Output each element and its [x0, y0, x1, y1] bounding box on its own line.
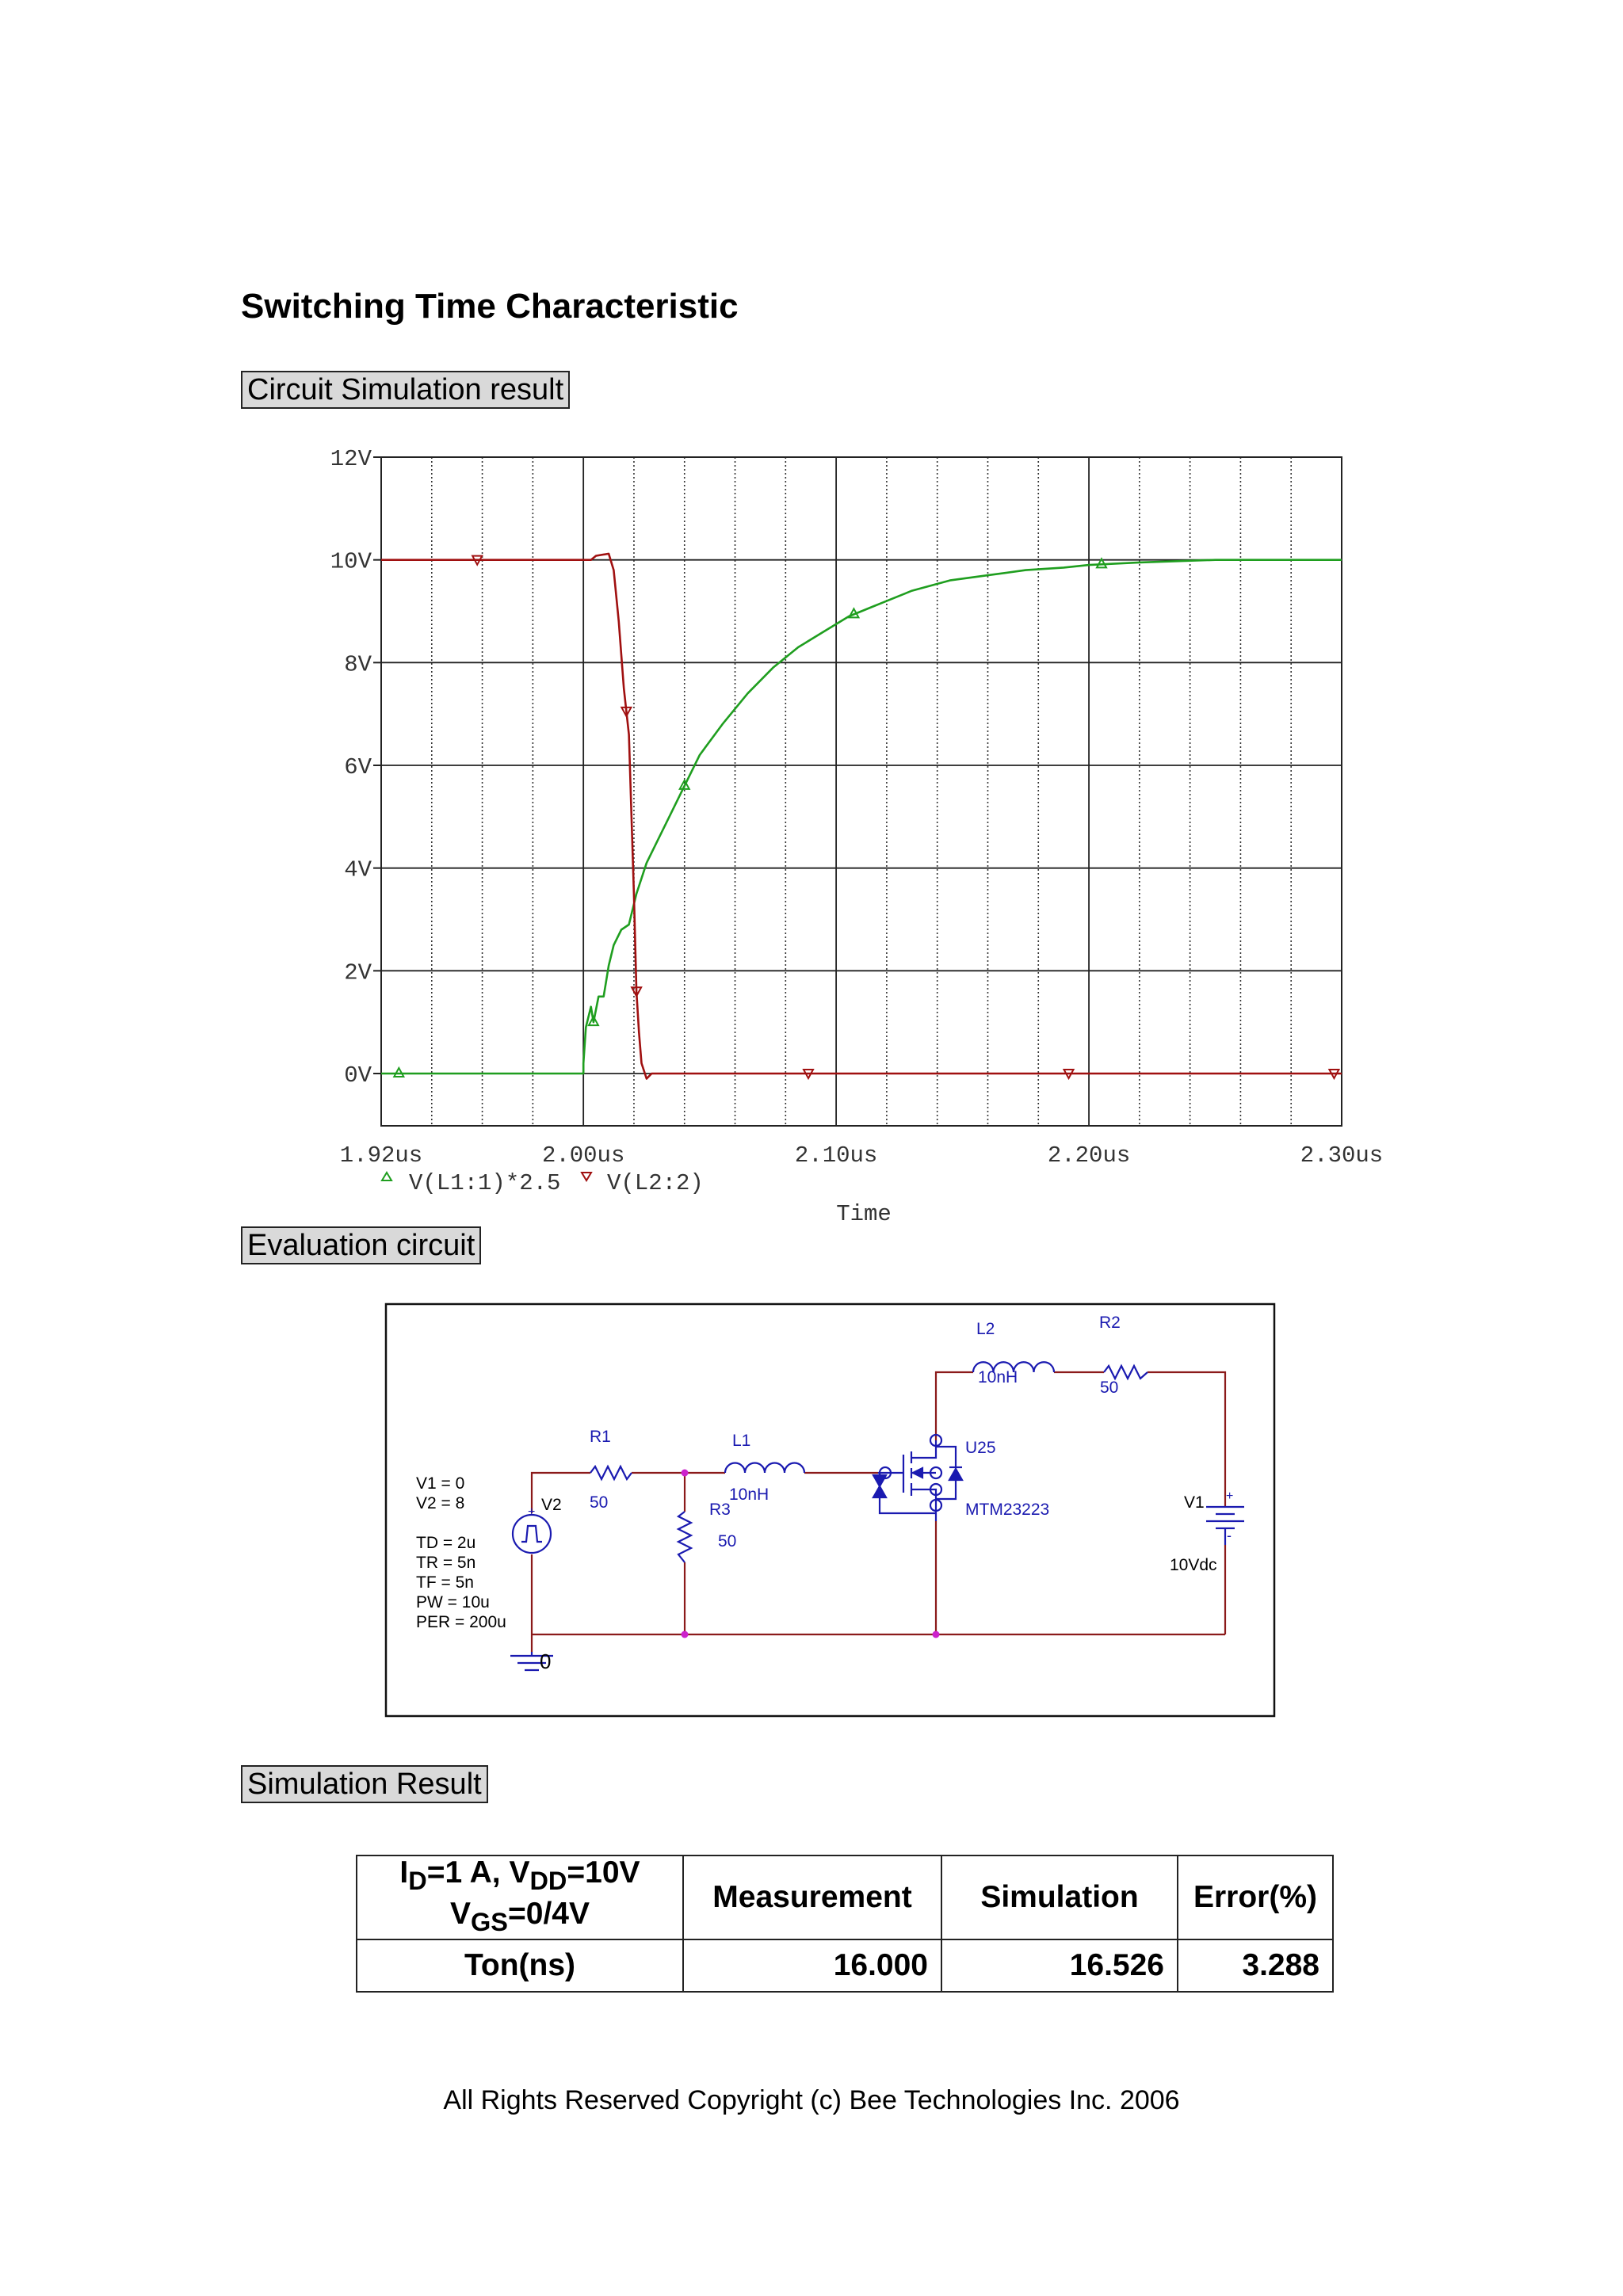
source-param-8: PER = 200u — [416, 1613, 506, 1631]
cond-id-value: =1 A, V — [426, 1855, 530, 1890]
simulation-result-table — [356, 1855, 1334, 1993]
table-row — [357, 1939, 1333, 1992]
legend-label-series-2: V(L2:2) — [607, 1170, 704, 1196]
source-param-4: TD = 2u — [416, 1534, 476, 1552]
page-title: Switching Time Characteristic — [241, 287, 739, 326]
table-header-row — [357, 1855, 1333, 1939]
y-tick-label: 4V — [344, 856, 372, 883]
section-simulation-result: Simulation Result — [241, 1765, 488, 1803]
legend-label-series-1: V(L1:1)*2.5 — [409, 1170, 561, 1196]
circuit-frame — [386, 1304, 1274, 1716]
l1-value: 10nH — [729, 1486, 769, 1504]
x-tick-label: 2.20us — [1047, 1142, 1131, 1169]
source-param-6: TF = 5n — [416, 1573, 474, 1592]
condition-line-2 — [370, 1897, 670, 1939]
y-tick-label: 10V — [330, 548, 372, 575]
cond-vdd-value: =10V — [567, 1855, 640, 1890]
y-tick-label: 2V — [344, 959, 372, 986]
circuit-wires — [532, 1372, 1225, 1652]
section-circuit-simulation-result: Circuit Simulation result — [241, 371, 570, 409]
resistor-r1-icon — [590, 1466, 632, 1479]
inductor-l1-icon — [725, 1463, 804, 1474]
l2-label: L2 — [976, 1320, 995, 1338]
r1-value: 50 — [590, 1493, 609, 1512]
cond-id-subscript: D — [408, 1866, 427, 1895]
l2-value: 10nH — [978, 1368, 1018, 1386]
row-label-ton: Ton(ns) — [357, 1939, 683, 1992]
cond-vgs-value: =0/4V — [507, 1896, 590, 1931]
cond-vgs-subscript: GS — [471, 1907, 508, 1936]
resistor-r2-icon — [1104, 1366, 1148, 1379]
cell-measurement: 16.000 — [683, 1939, 941, 1992]
header-measurement: Measurement — [683, 1855, 941, 1939]
ground-label: 0 — [540, 1650, 552, 1673]
x-tick-label: 2.30us — [1300, 1142, 1384, 1169]
v1-value: 10Vdc — [1170, 1556, 1217, 1574]
header-simulation: Simulation — [941, 1855, 1178, 1939]
chart-x-axis-label: Time — [836, 1201, 892, 1227]
cell-error: 3.288 — [1178, 1939, 1333, 1992]
source-param-7: PW = 10u — [416, 1593, 490, 1611]
condition-line-1 — [370, 1856, 670, 1897]
v2-label: V2 — [541, 1496, 562, 1514]
mosfet-part-number: MTM23223 — [965, 1501, 1050, 1519]
v1-label: V1 — [1184, 1493, 1205, 1512]
x-tick-label: 2.10us — [794, 1142, 878, 1169]
cell-simulation: 16.526 — [941, 1939, 1178, 1992]
r2-label: R2 — [1099, 1314, 1121, 1332]
cond-vdd-subscript: DD — [529, 1866, 567, 1895]
circuit-junctions — [682, 1470, 940, 1638]
copyright-footer: All Rights Reserved Copyright (c) Bee Technologies Inc. 2006 — [443, 2085, 1180, 2115]
resistor-r3-icon — [678, 1512, 691, 1562]
r3-label: R3 — [709, 1501, 731, 1519]
y-tick-label: 8V — [344, 651, 372, 678]
x-tick-label: 2.00us — [541, 1142, 625, 1169]
svg-text:+: + — [528, 1505, 536, 1519]
mosfet-u25-icon — [873, 1435, 962, 1521]
header-conditions — [357, 1855, 683, 1939]
mosfet-label: U25 — [965, 1439, 996, 1457]
header-error: Error(%) — [1178, 1855, 1333, 1939]
y-tick-label: 0V — [344, 1062, 372, 1089]
r2-value: 50 — [1100, 1379, 1119, 1397]
battery-v1-icon — [1206, 1507, 1244, 1545]
source-param-5: TR = 5n — [416, 1554, 476, 1572]
cond-id-symbol: I — [399, 1855, 409, 1890]
y-tick-label: 12V — [330, 446, 372, 472]
v1-minus-sign: - — [1227, 1527, 1232, 1543]
section-evaluation-circuit: Evaluation circuit — [241, 1226, 481, 1264]
cond-vgs-symbol: V — [450, 1896, 472, 1931]
r3-value: 50 — [718, 1532, 737, 1550]
r1-label: R1 — [590, 1428, 611, 1446]
x-tick-label: 1.92us — [339, 1142, 423, 1169]
v1-plus-sign: + — [1226, 1489, 1234, 1503]
source-param-2: V2 = 8 — [416, 1494, 465, 1512]
source-param-1: V1 = 0 — [416, 1474, 465, 1493]
l1-label: L1 — [732, 1432, 751, 1450]
y-tick-label: 6V — [344, 754, 372, 780]
